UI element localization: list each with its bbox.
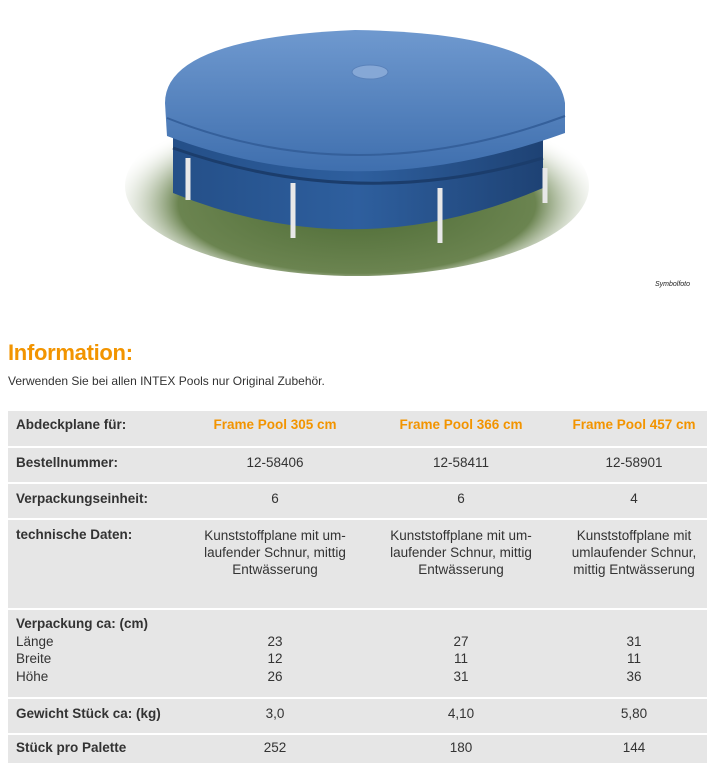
pallet-1: 252 [189,734,361,764]
row-label: technische Daten: [8,519,189,609]
table-row-unit [8,483,707,519]
intro-text: Verwenden Sie bei allen INTEX Pools nur Original Zubehör. [8,374,325,388]
dim-label-width: Breite [16,651,52,666]
table-row-header [8,411,707,447]
row-label: Gewicht Stück ca: (kg) [8,698,189,734]
section-heading: Information: [8,340,133,365]
unit-2: 6 [361,483,561,519]
packaging-label-cell [8,609,189,698]
table-row-tech [8,519,707,609]
order-number-2: 12-58411 [361,447,561,483]
photo-caption: Symbolfoto [655,281,691,288]
table-row-order [8,447,707,483]
dim-label-height: Höhe [16,668,49,684]
order-number-1: 12-58406 [189,447,361,483]
table-row-packaging [8,609,707,698]
spec-table [8,411,707,765]
unit-3: 4 [561,483,707,519]
packaging-dims-3: 31 11 36 [561,609,707,698]
row-label: Stück pro Palette [8,734,189,764]
packaging-dims-2: 27 11 31 [361,609,561,698]
packaging-dims-1: 23 12 26 [189,609,361,698]
pallet-2: 180 [361,734,561,764]
pool-cover-photo [125,8,590,278]
pallet-3: 144 [561,734,707,764]
row-label: Verpackungseinheit: [8,483,189,519]
product-col-1: Frame Pool 305 cm [189,411,361,447]
table-row-pallet [8,734,707,764]
row-label: Bestellnummer: [8,447,189,483]
weight-2: 4,10 [361,698,561,734]
tech-data-3: Kunststoffplane mit umlaufender Schnur, mittig Entwässerung [561,519,707,609]
tech-data-1: Kunststoffplane mit um- laufender Schnur, mittig Entwässerung [189,519,361,609]
row-label: Abdeckplane für: [8,411,189,447]
product-col-2: Frame Pool 366 cm [361,411,561,447]
row-label: Verpackung ca: (cm) [16,616,149,631]
unit-1: 6 [189,483,361,519]
product-col-3: Frame Pool 457 cm [561,411,707,447]
dim-label-length: Länge [16,633,54,649]
order-number-3: 12-58901 [561,447,707,483]
tech-data-2: Kunststoffplane mit um- laufender Schnur, mittig Entwässerung [361,519,561,609]
table-row-weight [8,698,707,734]
weight-1: 3,0 [189,698,361,734]
weight-3: 5,80 [561,698,707,734]
